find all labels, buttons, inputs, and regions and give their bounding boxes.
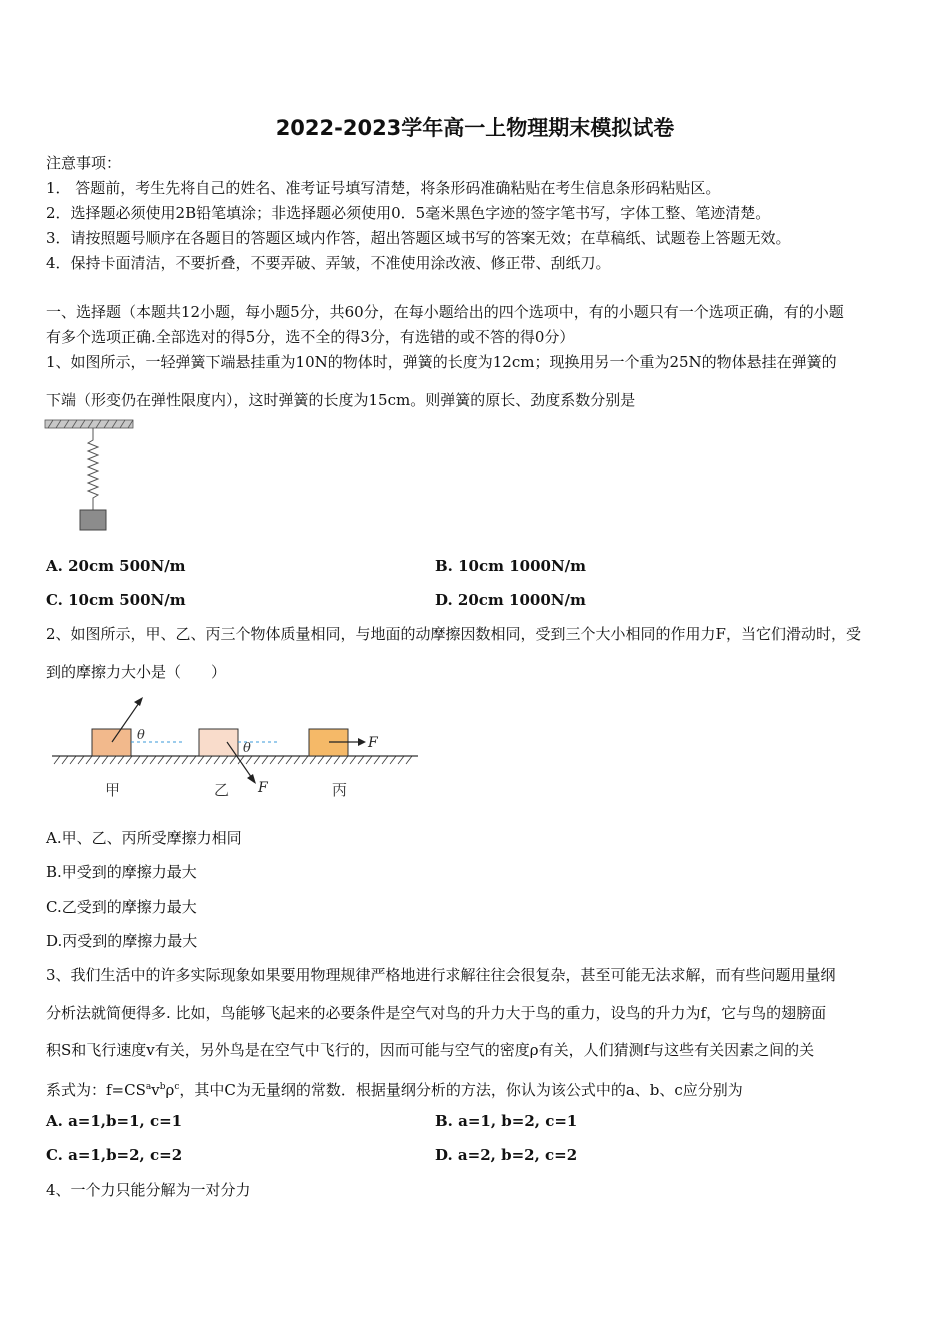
spring-figure — [44, 418, 138, 534]
notice-item: 2．选择题必须使用2B铅笔填涂；非选择题必须使用0．5毫米黑色字迹的签字笔书写，字体工整、笔迹清楚。 — [46, 204, 771, 222]
label-yi: 乙 — [214, 781, 230, 799]
notice-item: 3．请按照题号顺序在各题目的答题区域内作答，超出答题区域书写的答案无效；在草稿纸、试题卷上答题无效。 — [46, 229, 791, 247]
q2-option-c[interactable]: C.乙受到的摩擦力最大 — [46, 898, 197, 916]
q1-option-d[interactable]: D. 20cm 1000N/m — [435, 591, 586, 609]
q1-option-b[interactable]: B. 10cm 1000N/m — [435, 557, 587, 575]
angle-label: θ — [137, 728, 145, 743]
q3-option-a[interactable]: A. a=1,b=1, c=1 — [46, 1112, 183, 1130]
block-yi — [199, 729, 238, 756]
force-label: F — [258, 780, 268, 796]
q1-stem-line: 下端（形变仍在弹性限度内），这时弹簧的长度为15cm。则弹簧的原长、劲度系数分别是 — [46, 391, 636, 409]
label-jia: 甲 — [105, 781, 121, 799]
q2-option-a[interactable]: A.甲、乙、丙所受摩擦力相同 — [46, 829, 242, 847]
force-label: F — [368, 735, 378, 751]
section-header-line: 一、选择题（本题共12小题，每小题5分，共60分，在每小题给出的四个选项中，有的小题只有一个选项正确，有的小题 — [46, 303, 844, 321]
block-jia — [92, 729, 131, 756]
q1-option-c[interactable]: C. 10cm 500N/m — [46, 591, 186, 609]
q1-option-a[interactable]: A. 20cm 500N/m — [46, 557, 186, 575]
friction-figure — [46, 690, 426, 804]
q3-stem-line: 分析法就简便得多. 比如，鸟能够飞起来的必要条件是空气对鸟的升力大于鸟的重力，设鸟的升力为f，它与鸟的翅膀面 — [46, 1004, 827, 1022]
q2-option-d[interactable]: D.丙受到的摩擦力最大 — [46, 932, 198, 950]
angle-label: θ — [243, 741, 251, 756]
section-header-line: 有多个选项正确.全部选对的得5分，选不全的得3分，有选错的或不答的得0分） — [46, 328, 575, 346]
q3-option-d[interactable]: D. a=2, b=2, c=2 — [435, 1146, 578, 1164]
page-title: 2022-2023学年高一上物理期末模拟试卷 — [275, 116, 675, 140]
q3-stem-line: 积S和飞行速度v有关，另外鸟是在空气中飞行的，因而可能与空气的密度ρ有关，人们猜测f与这些有关因素之间的关 — [46, 1041, 815, 1059]
q2-option-b[interactable]: B.甲受到的摩擦力最大 — [46, 863, 197, 881]
notice-item: 1． 答题前，考生先将自己的姓名、准考证号填写清楚，将条形码准确粘贴在考生信息条形码粘贴区。 — [46, 179, 721, 197]
q3-option-b[interactable]: B. a=1, b=2, c=1 — [435, 1112, 578, 1130]
q2-stem-line: 到的摩擦力大小是（ ） — [46, 663, 227, 681]
label-bing: 丙 — [332, 781, 348, 799]
q3-option-c[interactable]: C. a=1,b=2, c=2 — [46, 1146, 183, 1164]
q2-stem-line: 2、如图所示，甲、乙、丙三个物体质量相同，与地面的动摩擦因数相同，受到三个大小相同的作用力F，当它们滑动时，受 — [46, 625, 861, 643]
q3-stem-line: 3、我们生活中的许多实际现象如果要用物理规律严格地进行求解往往会很复杂，甚至可能无法求解，而有些问题用量纲 — [46, 966, 836, 984]
notice-heading: 注意事项： — [46, 154, 122, 172]
q1-stem-line: 1、如图所示，一轻弹簧下端悬挂重为10N的物体时，弹簧的长度为12cm；现换用另一个重为25N的物体悬挂在弹簧的 — [46, 353, 837, 371]
q4-stem-line: 4、一个力只能分解为一对分力 — [46, 1181, 251, 1199]
q3-formula-line: 系式为：$f=CS^av^b\rho^c$，其中C为无量纲的常数．根据量纲分析的方法，你认为该公式中的a、b、c应分别为 — [46, 1081, 743, 1099]
notice-item: 4．保持卡面清洁，不要折叠，不要弄破、弄皱，不准使用涂改液、修正带、刮纸刀。 — [46, 254, 611, 272]
